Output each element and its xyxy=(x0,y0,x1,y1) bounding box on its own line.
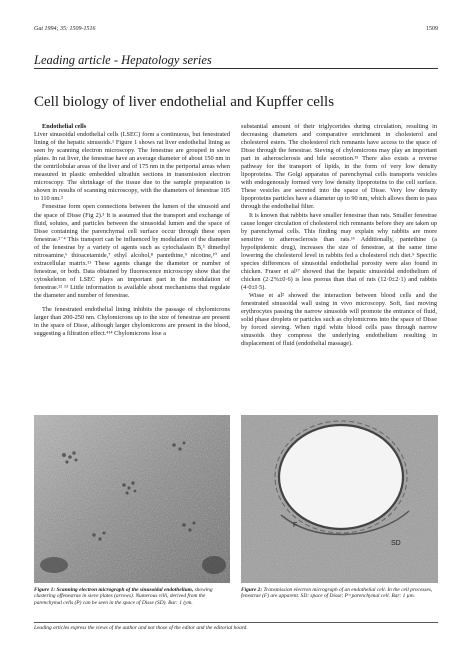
right-paragraph-1: substantial amount of their triglycerides during circulation, resulting in decreasing diameters and comparative enrichment in cholesterol and cholesterol esters. The cholesterol rich remnants have access to the space of Disse through the fenestrae. Sieving of chylomicrons may play an important part in atherosclerosis and bile secretion.¹⁵ There also exists a reverse pathway for the transport of lipids, in the form of very low density lipoproteins. The Golgi apparatus of parenchymal cells transports vesicles with endogenously formed very low density lipoproteins to the cell surface. These vesicles are secreted into the space of Disse. Very low density lipoproteins particles have a diameter up to 90 nm, which allows them to pass through the endothelial filter. xyxy=(241,123,437,211)
figure-1-label: Figure 1: xyxy=(34,587,56,593)
figure-1-micrograph xyxy=(34,415,230,583)
left-paragraph-3: The fenestrated endothelial lining inhibits the passage of chylomicrons larger than 200-250 nm. Chylomicrons up to the size of fenestrae are present in the space of Disse, although larger chylomicrons are present in the blood, suggesting a filtration effect.⁴¹⁴ Chylomicrons lose a xyxy=(34,306,230,338)
tem-image xyxy=(241,415,438,583)
figure-2-caption xyxy=(241,587,437,600)
figure-2-label-f: F xyxy=(293,522,298,529)
left-paragraph-2: Fenestrae form open connections between the lumen of the sinusoid and the space of Disse (Fig 2).³ It is assumed that the transport and exchange of fluid, solutes, and particles between the sinusoidal lumen and the space of Disse containing the parenchymal cell surface occur through these open fenestrae.²⁻⁴ This transport can be influenced by modulation of the diameter of the fenestrae by a variety of agents such as cytochalasin B,⁵ dimethyl nitrosamine,⁶ thioacetamide,⁷ ethyl alcohol,⁸ pantethine,⁹ nicotine,¹⁰ and extracellular matrix.¹¹ These agents change the diameter or number of fenestrae, or both. Data obtained by fluorescence microscopy show that the cytoskeleton of LSEC plays an important part in the modulation of fenestrae.¹² ¹³ Little information is available about mechanisms that regulate the diameter and number of fenestrae. xyxy=(34,203,230,299)
figure-2-caption-text: Transmission electron micrograph of an endothelial cell. In the cell processes, fenestrae (F) are apparent. SD: space of Disse; P=parenchymal cell. Bar: 1 µm. xyxy=(241,587,433,600)
running-head xyxy=(34,26,438,36)
right-paragraph-2: It is known that rabbits have smaller fenestrae than rats. Smaller fenestrae cause longer circulation of cholesterol rich remnants before they are taken up by parenchymal cells. This finding may explain why rabbits are more sensitive to atherosclerosis than rats.¹⁶ Additionally, pantethine (a hypolipidemic drug), increases the size of fenestrae, at the same time lowering the cholesterol level in rabbits fed a cholesterol rich diet.⁹ Specific species differences of sinusoidal endothelial porosity were also found in chicken. Fraser et al¹⁷ showed that the hepatic sinusoidal endothelium of chicken (2·2%±0·6) is less porous than that of rats (12·0±2·1) and rabbits (4·0±I·5). xyxy=(241,211,437,291)
footer-rule xyxy=(34,622,438,623)
right-paragraph-3: Wisse et al² showed the interaction between blood cells and the fenestrated sinusoidal wall using in vivo microscopy. Soft, fast moving erythrocytes passing the narrow sinusoids will promote the entrance of fluid, solid phase droplets or particles such as chylomicrons into the space of Disse by forced sieving. When rigid white blood cells pass through narrow sinusoids they compress the underlying endothelium resulting in displacement of fluid (endothelial massage). xyxy=(241,291,437,348)
series-label: Leading article - Hepatology series xyxy=(34,53,212,67)
article-title: Cell biology of liver endothelial and Kupffer cells xyxy=(34,94,335,110)
footer-note: Leading articles express the views of the author and not those of the editor and the editorial board. xyxy=(34,625,248,631)
figure-1-caption-text: showing clustering offenestrae in sieve plates (arrows). Numerous villi, derived from the parenchymal cells (P) can be seen in the space of Disse (SD). Bar: 1 (ym. xyxy=(34,587,213,606)
page-number: 1509 xyxy=(426,26,438,32)
left-column xyxy=(34,123,230,338)
left-paragraph-1: Liver sinusoidal endothelial cells (LSEC) form a continuous, but fenestrated lining of the hepatic sinusoids.¹ Figure 1 shows rat liver endothelial lining as seen by scanning electron microscopy. The fenestrae are grouped in sieve plates. In rat liver, the fenestrae have an average diameter of about 150 nm in the centrilobular areas of the liver and of 175 nm in the periportal areas when measured in plastic embedded ultrathin sections in transmission electron microscopy. The shrinkage of the tissue due to the sample preparation is shown in results of scanning microscopy, with the diameters of fenestrae 105 to 110 nm.² xyxy=(34,131,230,203)
sem-image xyxy=(34,415,230,583)
figure-1-title: Scanning electron micrograph of the sinusoidal endothelium, xyxy=(56,587,194,593)
figure-2-micrograph xyxy=(241,415,438,583)
series-rule xyxy=(34,68,438,69)
right-column xyxy=(241,123,437,348)
figure-2-label: Figure 2: xyxy=(241,587,263,593)
figure-2-label-sd: SD xyxy=(391,540,401,547)
journal-citation: Gut 1994; 35: 1509-1516 xyxy=(34,26,96,32)
section-heading: Endothelial cells xyxy=(42,123,87,130)
figure-1-caption xyxy=(34,587,230,606)
